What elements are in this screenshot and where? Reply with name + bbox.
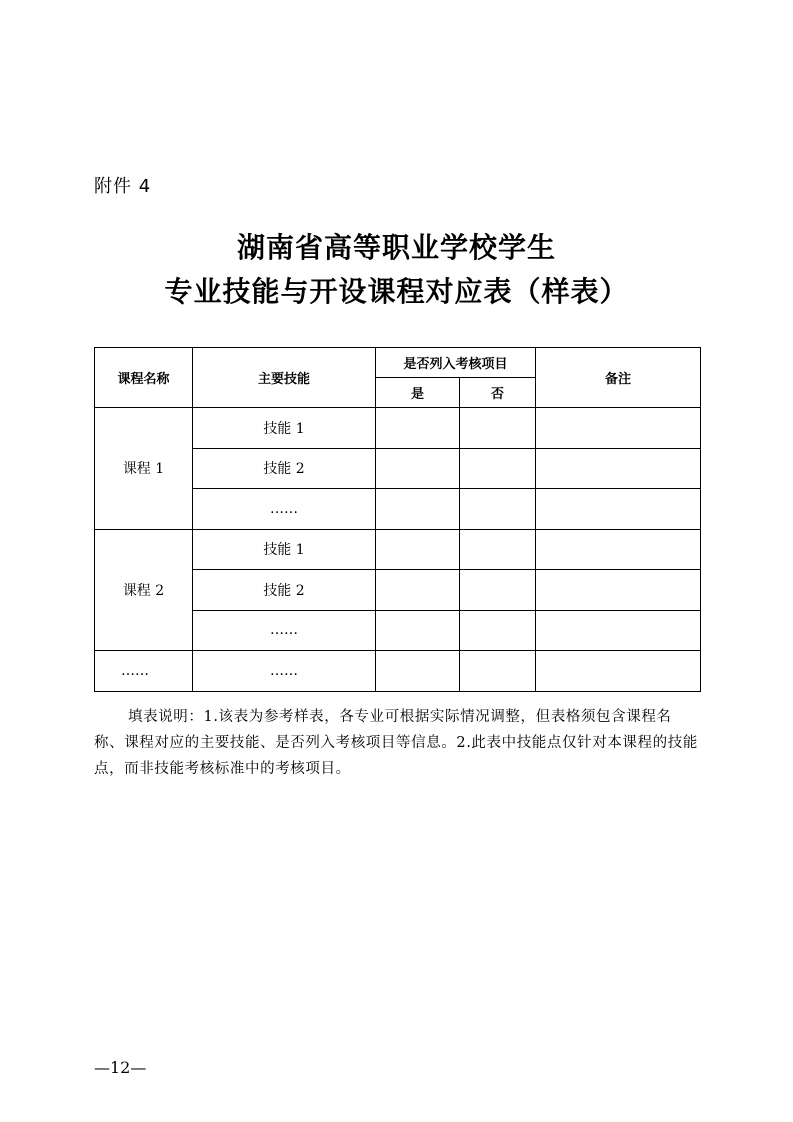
remarks-cell (536, 570, 701, 611)
remarks-cell (536, 610, 701, 651)
course-skill-table (94, 347, 701, 692)
no-cell (460, 489, 536, 530)
table-row (95, 408, 701, 449)
remarks-cell (536, 448, 701, 489)
skill-cell: …… (193, 610, 376, 651)
yes-cell (376, 651, 460, 692)
skill-cell: …… (193, 651, 376, 692)
no-cell (460, 448, 536, 489)
header-yes: 是 (376, 378, 460, 408)
document-title-line1: 湖南省高等职业学校学生 (236, 231, 556, 264)
no-cell (460, 570, 536, 611)
remarks-cell (536, 529, 701, 570)
skill-cell: …… (193, 489, 376, 530)
fill-instructions-text: 填表说明：1.该表为参考样表，各专业可根据实际情况调整，但表格须包含课程名称、课程对应的主要技能、是否列入考核项目等信息。2.此表中技能点仅针对本课程的技能点，而非技能考核标准中的考核项目。 (94, 709, 698, 777)
no-cell (460, 651, 536, 692)
header-included: 是否列入考核项目 (376, 348, 536, 378)
course-cell: 课程 1 (95, 408, 193, 530)
skill-cell: 技能 2 (193, 570, 376, 611)
header-main-skill: 主要技能 (193, 348, 376, 408)
yes-cell (376, 570, 460, 611)
yes-cell (376, 529, 460, 570)
page-number: —12— (94, 1058, 147, 1077)
header-remarks: 备注 (536, 348, 701, 408)
remarks-cell (536, 651, 701, 692)
yes-cell (376, 448, 460, 489)
course-cell: …… (95, 651, 193, 692)
header-course-name: 课程名称 (95, 348, 193, 408)
yes-cell (376, 489, 460, 530)
remarks-cell (536, 408, 701, 449)
attachment-label: 附件 4 (94, 176, 152, 197)
course-cell: 课程 2 (95, 529, 193, 651)
yes-cell (376, 408, 460, 449)
skill-cell: 技能 2 (193, 448, 376, 489)
table-row (95, 529, 701, 570)
document-title-line2: 专业技能与开设课程对应表（样表） (164, 275, 629, 308)
no-cell (460, 408, 536, 449)
no-cell (460, 610, 536, 651)
remarks-cell (536, 489, 701, 530)
header-no: 否 (460, 378, 536, 408)
skill-cell: 技能 1 (193, 408, 376, 449)
yes-cell (376, 610, 460, 651)
table-row (95, 651, 701, 692)
skill-cell: 技能 1 (193, 529, 376, 570)
fill-instructions (94, 704, 700, 782)
no-cell (460, 529, 536, 570)
